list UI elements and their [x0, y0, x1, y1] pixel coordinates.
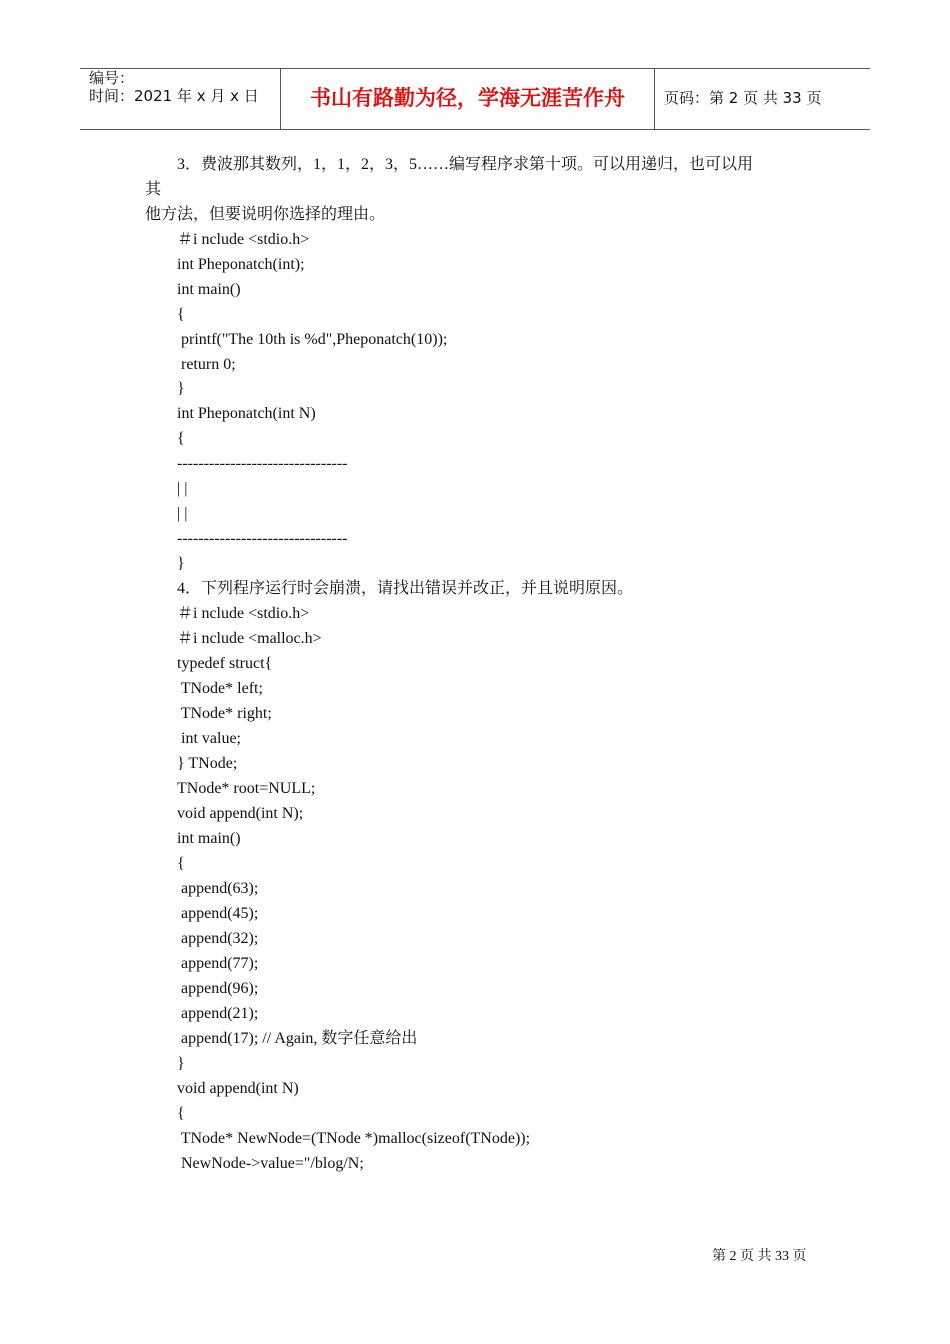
code-line: append(63); — [177, 880, 259, 897]
code-line: } — [177, 380, 185, 397]
code-line: append(32); — [177, 930, 259, 947]
answer-box-side: | | — [177, 505, 188, 522]
code-line: { — [177, 306, 185, 323]
code-line: { — [177, 430, 185, 447]
code-line: printf("The 10th is %d",Pheponatch(10)); — [177, 331, 448, 348]
code-line: ＃i nclude <stdio.h> — [177, 605, 310, 622]
code-line: return 0; — [177, 356, 236, 373]
header-info-cell — [80, 69, 281, 129]
code-line: int value; — [177, 730, 241, 747]
code-line: NewNode->value="/blog/N; — [177, 1155, 364, 1172]
code-line: append(21); — [177, 1005, 259, 1022]
header-page-info: 页码：第 2 页 共 33 页 — [664, 89, 822, 107]
code-line: void append(int N) — [177, 1080, 299, 1097]
code-line: int Pheponatch(int); — [177, 256, 305, 273]
code-line: TNode* NewNode=(TNode *)malloc(sizeof(TNode)); — [177, 1130, 531, 1147]
code-line: TNode* root=NULL; — [177, 780, 316, 797]
code-line: typedef struct{ — [177, 655, 273, 672]
code-line: void append(int N); — [177, 805, 304, 822]
code-line: int main() — [177, 281, 241, 298]
page-header — [80, 68, 870, 130]
question-4-text: 4．下列程序运行时会崩溃，请找出错误并改正，并且说明原因。 — [177, 580, 634, 597]
code-line: ＃i nclude <stdio.h> — [177, 231, 310, 248]
code-line: } — [177, 555, 185, 572]
time-label: 时间：2021 年 x 月 x 日 — [89, 87, 259, 105]
code-line: TNode* right; — [177, 705, 272, 722]
code-line: int main() — [177, 830, 241, 847]
header-page-cell — [655, 69, 870, 129]
question-3-text-cont: 他方法，但要说明你选择的理由。 — [145, 206, 386, 223]
code-line: ＃i nclude <malloc.h> — [177, 630, 322, 647]
answer-box-border: -------------------------------- — [177, 530, 348, 547]
code-line: append(77); — [177, 955, 259, 972]
motto: 书山有路勤为径，学海无涯苦作舟 — [310, 86, 625, 110]
code-line: TNode* left; — [177, 680, 263, 697]
answer-box-side: | | — [177, 480, 188, 497]
question-3-text: 3．费波那其数列，1，1，2，3，5……编写程序求第十项。可以用递归，也可以用 — [177, 156, 754, 173]
code-line: } TNode; — [177, 755, 238, 772]
answer-box-border: -------------------------------- — [177, 455, 348, 472]
code-line: append(96); — [177, 980, 259, 997]
question-3-text-wrap: 其 — [145, 181, 162, 198]
code-line: { — [177, 1105, 185, 1122]
code-line: } — [177, 1055, 185, 1072]
code-line: int Pheponatch(int N) — [177, 405, 316, 422]
code-line: append(45); — [177, 905, 259, 922]
code-line: append(17); // Again, 数字任意给出 — [177, 1030, 418, 1047]
page-footer: 第 2 页 共 33 页 — [712, 1249, 807, 1264]
number-label: 编号： — [89, 69, 135, 87]
header-motto-cell — [281, 69, 655, 129]
code-line: { — [177, 855, 185, 872]
